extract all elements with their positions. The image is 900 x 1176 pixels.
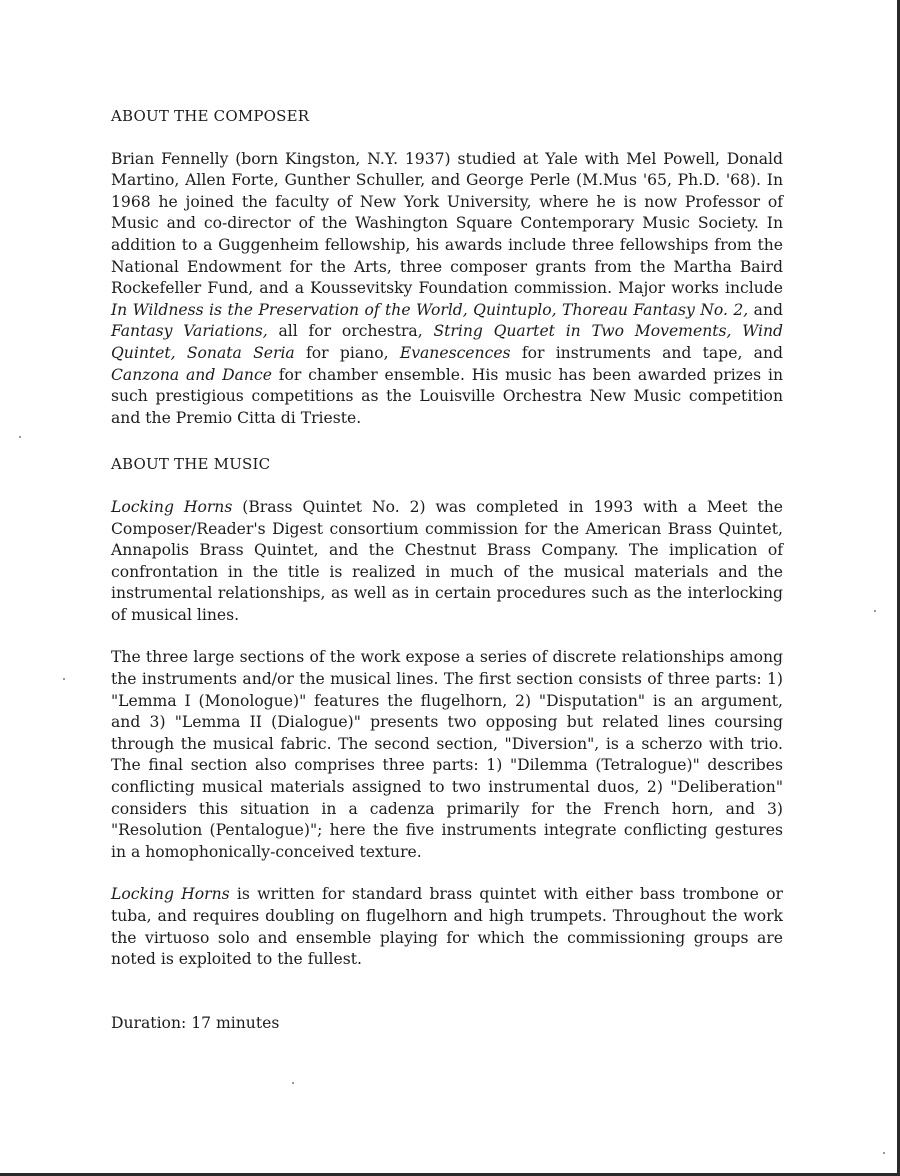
scan-speck [63, 678, 65, 680]
music-paragraph-3 [111, 884, 783, 970]
text-run: is written for standard brass quintet with either bass trombone or tuba, and requires doubling on flugelhorn and high trumpets. Throughout the work the virtuoso solo and ensemble playing for which the commissioning groups are noted is exploited to the fullest. [111, 885, 783, 969]
composer-paragraph [111, 149, 783, 430]
work-title: Evanescences [399, 343, 511, 362]
text-run: all for orchestra, [267, 322, 434, 341]
scan-speck [292, 1082, 294, 1084]
composer-heading: ABOUT THE COMPOSER [111, 107, 310, 125]
text-run: (Brass Quintet No. 2) was completed in 1993 with a Meet the Composer/Reader's Digest consortium commission for the American Brass Quintet, Annapolis Brass Quintet, and the Chestnut Brass Company. The implication of confrontation in the title is realized in much of the musical materials and the instrumental relationships, as well as in certain procedures such as the interlocking of musical lines. [111, 497, 784, 624]
work-title: Locking Horns [111, 497, 233, 516]
text-run: Brian Fennelly (born Kingston, N.Y. 1937) studied at Yale with Mel Powell, Donald Martino, Allen Forte, Gunther Schuller, and George Perle (M.Mus '65, Ph.D. '68). In 1968 he joined the faculty of New York University, where he is now Professor of Music and co-director of the Washington Square Contemporary Music Society. In addition to a Guggenheim fellowship, his awards include three fellowships from the National Endowment for the Arts, three composer grants from the Martha Baird Rockefeller Fund, and a Koussevitsky Foundation commission. Major works include [111, 149, 783, 298]
text-run: for instruments and tape, and [510, 343, 783, 362]
duration-line: Duration: 17 minutes [111, 1013, 280, 1032]
scan-speck [883, 1152, 885, 1154]
music-paragraph-1 [111, 497, 783, 627]
work-title: Fantasy Variations, [111, 322, 268, 341]
text-run: for piano, [294, 343, 400, 362]
music-heading: ABOUT THE MUSIC [111, 455, 271, 474]
work-title: String Quartet in Two Movements, Wind Quintet, Sonata Seria [111, 322, 783, 362]
scan-speck [19, 436, 21, 438]
work-title: Canzona and Dance [111, 365, 272, 384]
scan-speck [874, 610, 876, 612]
work-title: In Wildness is the Preservation of the World, Quintuplo, Thoreau Fantasy No. 2, [111, 300, 749, 319]
text-run: for chamber ensemble. His music has been awarded prizes in such prestigious competitions as the Louisville Orchestra New Music competition and the Premio Citta di Trieste. [111, 365, 783, 427]
work-title: Locking Horns [111, 885, 230, 904]
text-run: and [748, 300, 783, 319]
document-body [111, 106, 783, 1034]
music-paragraph-2: The three large sections of the work expose a series of discrete relationships among the instruments and/or the musical lines. The first section consists of three parts: 1) "Lemma I (Monologue)" features the flugelhorn, 2) "Disputation" is an argument, and 3) "Lemma II (Dialogue)" presents two opposing but related lines coursing through the musical fabric. The second section, "Diversion", is a scherzo with trio. The final section also comprises three parts: 1) "Dilemma (Tetralogue)" describes conflicting musical materials assigned to two instrumental duos, 2) "Deliberation" considers this situation in a cadenza primarily for the French horn, and 3) "Resolution (Pentalogue)"; here the five instruments integrate conflicting gestures in a homophonically-conceived texture. [111, 648, 783, 861]
